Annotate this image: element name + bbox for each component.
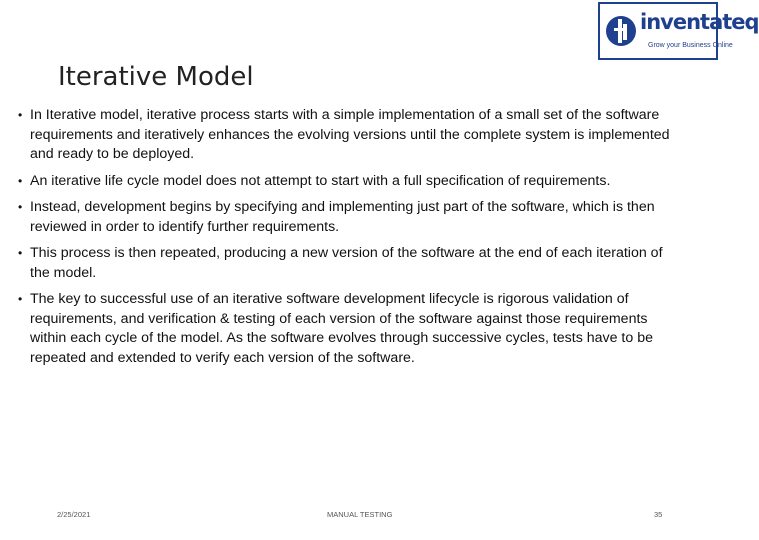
bullet-dot-icon: • xyxy=(18,246,23,260)
bullet-dot-icon: • xyxy=(18,292,23,306)
footer-title: MANUAL TESTING xyxy=(327,510,393,519)
slide-title: Iterative Model xyxy=(58,62,254,92)
bullet-text: Instead, development begins by specifying and implementing just part of the software, which is then reviewed in order to identify further requirements. xyxy=(30,199,655,235)
bullet-item xyxy=(18,290,686,368)
bullet-text: In Iterative model, iterative process starts with a simple implementation of a small set of the software requirements and iteratively enhances the evolving versions until the complete system is implemented and ready to be deployed. xyxy=(30,107,670,162)
bullet-list xyxy=(18,106,686,375)
bullet-text: The key to successful use of an iterative software development lifecycle is rigorous validation of requirements, and verification & testing of each version of the software against those requirements within each cycle of the model. As the software evolves through successive cycles, tests have to be repeated and extended to verify each version of the software. xyxy=(30,291,653,366)
bullet-dot-icon: • xyxy=(18,108,23,122)
brand-logo-tagline: Grow your Business Online xyxy=(648,42,733,49)
bullet-item xyxy=(18,198,686,237)
brand-logo-mark-icon xyxy=(600,4,640,58)
footer-date: 2/25/2021 xyxy=(57,510,91,519)
brand-logo-wordmark: inventateq xyxy=(640,10,759,34)
bullet-dot-icon: • xyxy=(18,200,23,214)
bullet-item xyxy=(18,244,686,283)
brand-logo xyxy=(598,2,759,60)
bullet-item xyxy=(18,172,686,192)
bullet-item xyxy=(18,106,686,165)
bullet-dot-icon: • xyxy=(18,173,23,188)
bullet-text: This process is then repeated, producing a new version of the software at the end of each iteration of the model. xyxy=(30,245,663,281)
bullet-text: An iterative life cycle model does not attempt to start with a full specification of requirements. xyxy=(30,172,611,189)
page-number: 35 xyxy=(654,510,663,519)
